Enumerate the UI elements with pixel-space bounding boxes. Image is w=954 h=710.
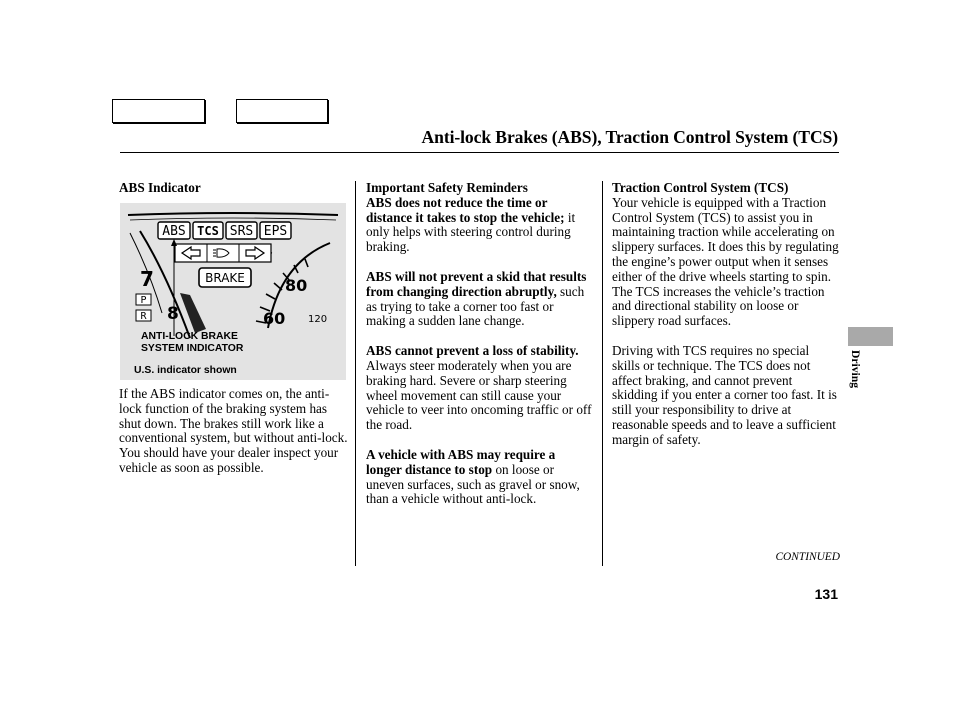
column-abs-indicator <box>119 181 347 196</box>
column-divider-2 <box>602 181 603 566</box>
tcs-paragraph-2: Driving with TCS requires no special skills or technique. The TCS does not affect braking, and cannot prevent skidding if you enter a corner too fast. It is still your responsibility to drive at reasonable speeds and to leave a sufficient margin of safety. <box>612 342 837 447</box>
column-divider-1 <box>355 181 356 566</box>
speed-80-text: 80 <box>285 276 308 295</box>
continued-label: CONTINUED <box>775 551 840 563</box>
speed-60-text: 60 <box>263 309 286 328</box>
tach-7-text: 7 <box>140 267 154 291</box>
tach-8-text: 8 <box>167 304 179 324</box>
srs-indicator-text: SRS <box>229 224 254 239</box>
abs-indicator-heading: ABS Indicator <box>119 180 201 195</box>
section-tab <box>848 327 893 346</box>
tcs-heading: Traction Control System (TCS) <box>612 180 789 195</box>
title-rule <box>120 152 839 153</box>
tcs-indicator-text: TCS <box>197 224 219 238</box>
tcs-paragraph-1: Your vehicle is equipped with a Traction Control System (TCS) to assist you in maintaining traction while accelerating on slippery surfaces. It does this by regulating the engine’s power output when it senses either of the drive wheels starting to spin. The TCS increases the vehicle’s traction and directional stability on loose or slippery road surfaces. <box>612 194 839 329</box>
safety-paragraph-2: ABS will not prevent a skid that results from changing direction abruptly, such as trying to take a corner too fast or making a sudden lane change. <box>366 268 587 329</box>
page-number: 131 <box>814 586 838 602</box>
column-safety-reminders <box>366 181 592 522</box>
speed-120-text: 120 <box>308 314 328 325</box>
figure-callout-label: ANTI-LOCK BRAKE SYSTEM INDICATOR <box>141 331 244 354</box>
brake-indicator-text: BRAKE <box>205 271 245 285</box>
gear-r-text: R <box>140 311 147 322</box>
abs-indicator-body: If the ABS indicator comes on, the anti-lock function of the braking system has shut down. The brakes still work like a conventional system, but without anti-lock. You should have your dealer inspect your vehicle as soon as possible. <box>119 386 348 475</box>
gear-p-text: P <box>140 295 147 306</box>
page-title: Anti-lock Brakes (ABS), Traction Control System (TCS) <box>421 127 838 147</box>
eps-indicator-text: EPS <box>263 224 288 239</box>
safety-paragraph-1: ABS does not reduce the time or distance it takes to stop the vehicle; it only helps with steering control during braking. <box>366 194 576 255</box>
safety-paragraph-3: ABS cannot prevent a loss of stability. Always steer moderately when you are braking hard. Severe or sharp steering wheel movement can still cause your vehicle to veer into oncoming traffic or off the road. <box>366 343 592 433</box>
abs-indicator-text: ABS <box>162 224 186 239</box>
instrument-panel-figure <box>120 203 346 380</box>
safety-paragraph-4: A vehicle with ABS may require a longer distance to stop on loose or uneven surfaces, such as gravel or snow, than a vehicle without anti-lock. <box>366 446 580 507</box>
section-label: Driving <box>849 350 862 389</box>
safety-reminders-heading: Important Safety Reminders <box>366 180 528 195</box>
column-tcs <box>612 181 840 463</box>
nav-box-left[interactable] <box>112 99 205 123</box>
nav-box-right[interactable] <box>236 99 328 123</box>
figure-caption: U.S. indicator shown <box>134 365 237 376</box>
pointer-arrow-icon <box>171 239 177 246</box>
